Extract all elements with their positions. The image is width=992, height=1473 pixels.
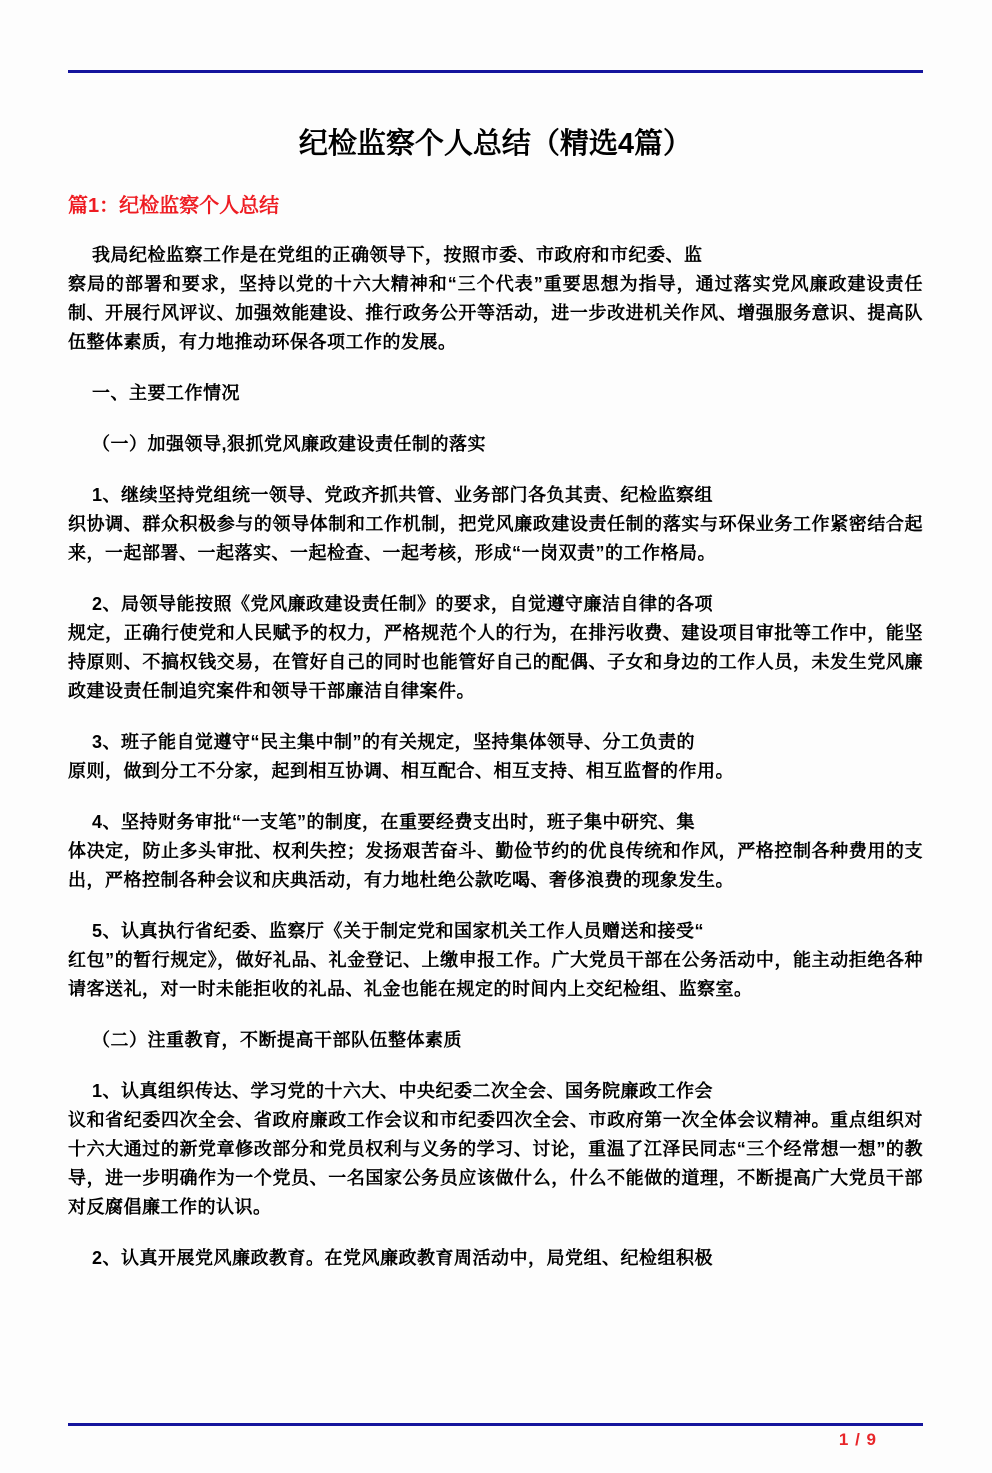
bottom-rule — [68, 1423, 923, 1426]
paragraph-item-1 — [68, 481, 923, 568]
paragraph-item-4 — [68, 808, 923, 895]
paragraph-first-line: 5、认真执行省纪委、监察厅《关于制定党和国家机关工作人员赠送和接受“ — [92, 921, 705, 941]
top-rule — [68, 70, 923, 73]
paragraph-continuation: 议和省纪委四次全会、省政府廉政工作会议和市纪委四次全会、市政府第一次全体会议精神。重点组织对十六大通过的新党章修改部分和党员权利与义务的学习、讨论，重温了江泽民同志“三个经常想一想”的教导，进一步明确作为一个党员、一名国家公务员应该做什么，什么不能做的道理，不断提高广大党员干部对反腐倡廉工作的认识。 — [68, 1110, 923, 1217]
subheading-part-two: （二）注重教育，不断提高干部队伍整体素质 — [92, 1030, 462, 1050]
section-heading: 篇1：纪检监察个人总结 — [68, 195, 280, 217]
subheading-part-one: （一）加强领导,狠抓党风廉政建设责任制的落实 — [92, 434, 486, 454]
paragraph-edu-2 — [68, 1244, 923, 1273]
paragraph-first-line: 我局纪检监察工作是在党组的正确领导下，按照市委、市政府和市纪委、监 — [92, 245, 703, 265]
page-footer — [68, 1423, 923, 1451]
paragraph-continuation: 规定，正确行使党和人民赋予的权力，严格规范个人的行为，在排污收费、建设项目审批等工作中，能坚持原则、不搞权钱交易，在管好自己的同时也能管好自己的配偶、子女和身边的工作人员，未发生党风廉政建设责任制追究案件和领导干部廉洁自律案件。 — [68, 623, 923, 701]
page-title: 纪检监察个人总结（精选4篇） — [298, 128, 693, 160]
paragraph-first-line: 2、认真开展党风廉政教育。在党风廉政教育周活动中，局党组、纪检组积极 — [92, 1248, 714, 1268]
paragraph-first-line: 1、继续坚持党组统一领导、党政齐抓共管、业务部门各负其责、纪检监察组 — [92, 485, 714, 505]
paragraph-continuation: 红包”的暂行规定》，做好礼品、礼金登记、上缴申报工作。广大党员干部在公务活动中，能主动拒绝各种请客送礼，对一时未能拒收的礼品、礼金也能在规定的时间内上交纪检组、监察室。 — [68, 950, 923, 999]
paragraph-edu-1 — [68, 1077, 923, 1222]
paragraph-first-line: 2、局领导能按照《党风廉政建设责任制》的要求，自觉遵守廉洁自律的各项 — [92, 594, 714, 614]
subheading-main-work: 一、主要工作情况 — [92, 383, 240, 403]
paragraph-item-2 — [68, 590, 923, 706]
paragraph-intro — [68, 241, 923, 357]
page-number: 1 / 9 — [838, 1430, 877, 1449]
paragraph-item-5 — [68, 917, 923, 1004]
paragraph-continuation: 察局的部署和要求，坚持以党的十六大精神和“三个代表”重要思想为指导，通过落实党风廉政建设责任制、开展行风评议、加强效能建设、推行政务公开等活动，进一步改进机关作风、增强服务意识、提高队伍整体素质，有力地推动环保各项工作的发展。 — [68, 274, 923, 352]
paragraph-continuation: 织协调、群众积极参与的领导体制和工作机制，把党风廉政建设责任制的落实与环保业务工作紧密结合起来，一起部署、一起落实、一起检查、一起考核，形成“一岗双责”的工作格局。 — [68, 514, 923, 563]
paragraph-first-line: 3、班子能自觉遵守“民主集中制”的有关规定，坚持集体领导、分工负责的 — [92, 732, 696, 752]
paragraph-continuation: 体决定，防止多头审批、权利失控；发扬艰苦奋斗、勤俭节约的优良传统和作风，严格控制各种费用的支出，严格控制各种会议和庆典活动，有力地杜绝公款吃喝、奢侈浪费的现象发生。 — [68, 841, 923, 890]
paragraph-first-line: 1、认真组织传达、学习党的十六大、中央纪委二次全会、国务院廉政工作会 — [92, 1081, 714, 1101]
paragraph-first-line: 4、坚持财务审批“一支笔”的制度，在重要经费支出时，班子集中研究、集 — [92, 812, 696, 832]
paragraph-continuation: 原则，做到分工不分家，起到相互协调、相互配合、相互支持、相互监督的作用。 — [68, 761, 734, 781]
paragraph-item-3 — [68, 728, 923, 786]
document-page — [0, 70, 992, 1273]
